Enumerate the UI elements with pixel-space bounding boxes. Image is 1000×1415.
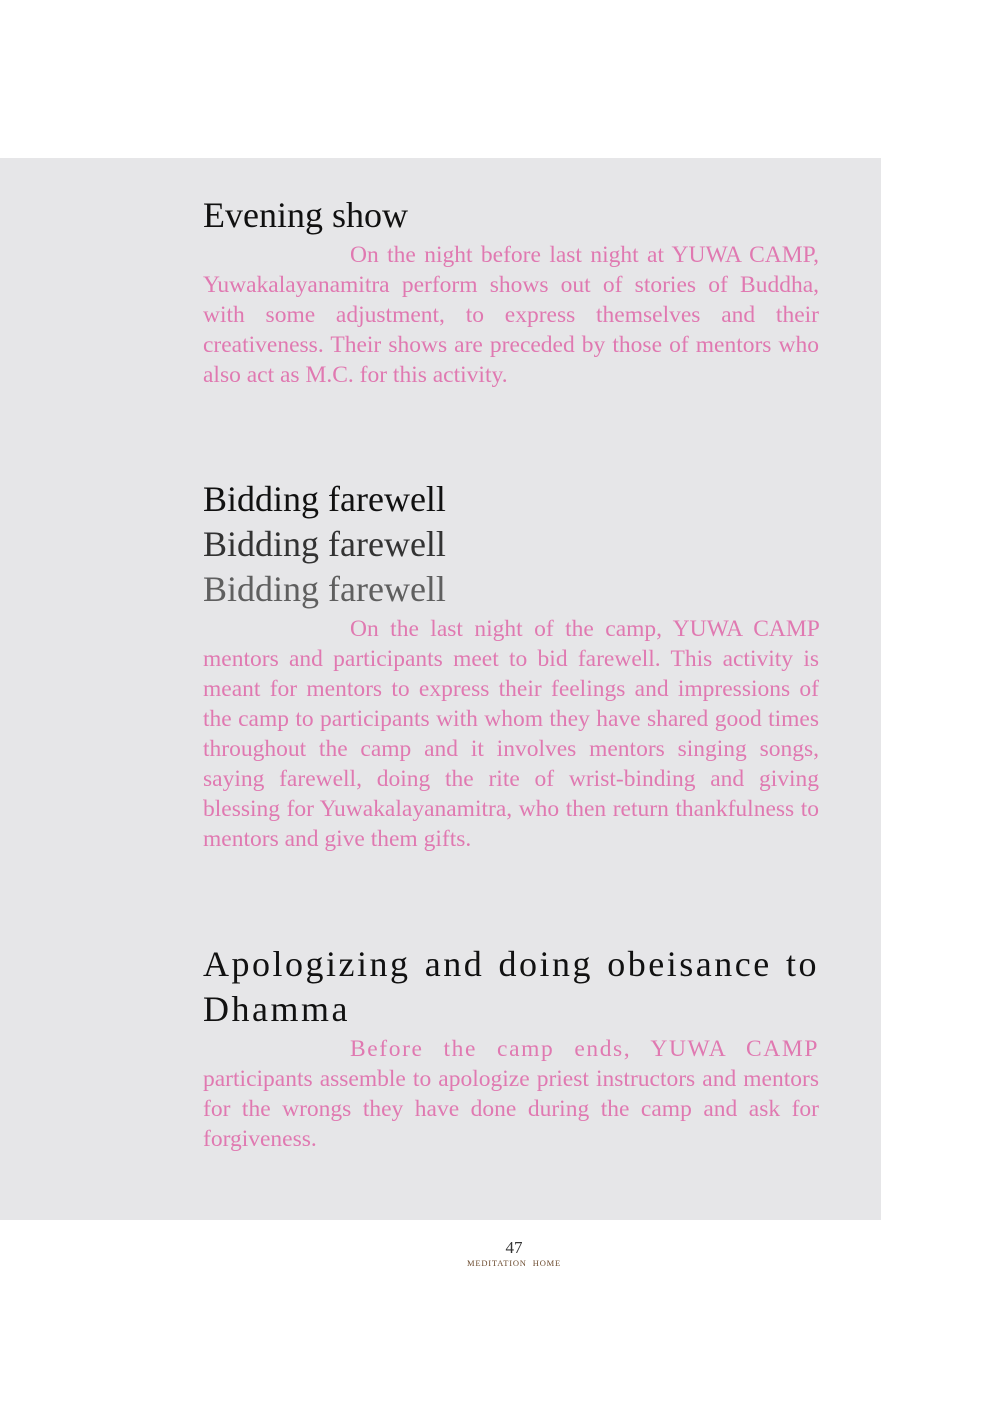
brand-word-home: HOME — [532, 1258, 561, 1268]
page-footer — [0, 1238, 1000, 1268]
evening-show-heading: Evening show — [203, 195, 408, 235]
bidding-farewell-section — [203, 477, 819, 854]
bidding-farewell-heading-2: Bidding farewell — [203, 524, 446, 564]
brand-word-meditation: MEDITATION — [467, 1258, 527, 1268]
evening-show-first-line: On the night before last night at YUWA CAMP, — [350, 242, 819, 268]
bidding-farewell-heading-3: Bidding farewell — [203, 569, 446, 609]
apologizing-paragraph — [203, 1034, 819, 1154]
apologizing-body: participants assemble to apologize priest instructors and mentors for the wrongs they have done during the camp and ask for forgiveness. — [203, 1066, 819, 1152]
apologizing-heading: Apologizing and doing obeisance to Dhamma — [203, 944, 819, 1029]
brand-logo-text — [28, 1258, 1000, 1268]
evening-show-body: Yuwakalayanamitra perform shows out of stories of Buddha, with some adjustment, to express themselves and their creativeness. Their shows are preceded by those of mentors who also act as M.C. for this activity. — [203, 272, 819, 388]
evening-show-paragraph — [203, 240, 819, 390]
evening-show-section — [203, 193, 819, 390]
apologizing-section — [203, 942, 819, 1154]
bidding-farewell-paragraph — [203, 614, 819, 854]
bidding-farewell-first-line: On the last night of the camp, YUWA CAMP — [350, 616, 819, 642]
bidding-farewell-heading-1: Bidding farewell — [203, 479, 446, 519]
page-number: 47 — [505, 1238, 523, 1257]
apologizing-first-line: Before the camp ends, YUWA CAMP — [350, 1036, 819, 1062]
bidding-farewell-body: mentors and participants meet to bid farewell. This activity is meant for mentors to express their feelings and impressions of the camp to participants with whom they have shared good times throughout the camp and it involves mentors singing songs, saying farewell, doing the rite of wrist-binding and giving blessing for Yuwakalayanamitra, who then return thankfulness to mentors and give them gifts. — [203, 646, 819, 852]
